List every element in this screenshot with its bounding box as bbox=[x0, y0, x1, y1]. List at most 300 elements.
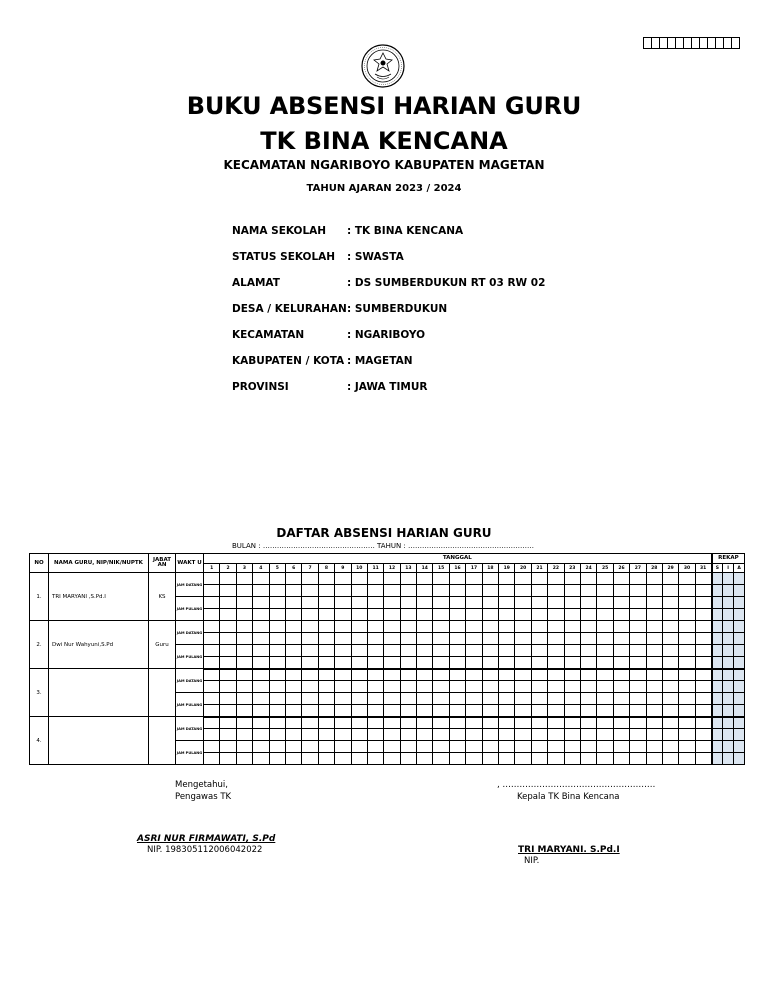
day-cell[interactable] bbox=[580, 609, 596, 621]
summary-cell[interactable] bbox=[712, 645, 723, 657]
day-cell[interactable] bbox=[351, 609, 367, 621]
day-cell[interactable] bbox=[384, 609, 400, 621]
day-cell[interactable] bbox=[236, 645, 252, 657]
summary-cell[interactable] bbox=[734, 657, 745, 669]
day-cell[interactable] bbox=[417, 753, 433, 765]
day-cell[interactable] bbox=[417, 621, 433, 633]
day-cell[interactable] bbox=[630, 669, 646, 681]
day-cell[interactable] bbox=[548, 597, 564, 609]
day-cell[interactable] bbox=[597, 669, 613, 681]
day-cell[interactable] bbox=[318, 585, 334, 597]
day-cell[interactable] bbox=[269, 597, 285, 609]
day-cell[interactable] bbox=[302, 573, 318, 585]
day-cell[interactable] bbox=[351, 729, 367, 741]
day-cell[interactable] bbox=[449, 753, 465, 765]
day-cell[interactable] bbox=[695, 645, 711, 657]
day-cell[interactable] bbox=[515, 597, 531, 609]
day-cell[interactable] bbox=[466, 693, 482, 705]
day-cell[interactable] bbox=[220, 681, 236, 693]
summary-cell[interactable] bbox=[723, 621, 734, 633]
day-cell[interactable] bbox=[236, 753, 252, 765]
day-cell[interactable] bbox=[482, 609, 498, 621]
day-cell[interactable] bbox=[646, 681, 662, 693]
day-cell[interactable] bbox=[318, 705, 334, 717]
day-cell[interactable] bbox=[597, 657, 613, 669]
day-cell[interactable] bbox=[580, 705, 596, 717]
day-cell[interactable] bbox=[367, 609, 383, 621]
day-cell[interactable] bbox=[384, 729, 400, 741]
day-cell[interactable] bbox=[302, 633, 318, 645]
day-cell[interactable] bbox=[466, 585, 482, 597]
day-cell[interactable] bbox=[417, 705, 433, 717]
day-cell[interactable] bbox=[335, 585, 351, 597]
day-cell[interactable] bbox=[580, 645, 596, 657]
day-cell[interactable] bbox=[384, 753, 400, 765]
day-cell[interactable] bbox=[367, 741, 383, 753]
day-cell[interactable] bbox=[384, 633, 400, 645]
day-cell[interactable] bbox=[515, 669, 531, 681]
day-cell[interactable] bbox=[269, 621, 285, 633]
day-cell[interactable] bbox=[531, 693, 547, 705]
day-cell[interactable] bbox=[613, 729, 629, 741]
day-cell[interactable] bbox=[220, 717, 236, 729]
day-cell[interactable] bbox=[679, 585, 695, 597]
day-cell[interactable] bbox=[253, 753, 269, 765]
day-cell[interactable] bbox=[695, 597, 711, 609]
day-cell[interactable] bbox=[220, 585, 236, 597]
day-cell[interactable] bbox=[630, 657, 646, 669]
day-cell[interactable] bbox=[449, 693, 465, 705]
day-cell[interactable] bbox=[285, 741, 301, 753]
day-cell[interactable] bbox=[580, 585, 596, 597]
day-cell[interactable] bbox=[695, 705, 711, 717]
day-cell[interactable] bbox=[318, 621, 334, 633]
day-cell[interactable] bbox=[367, 729, 383, 741]
day-cell[interactable] bbox=[662, 669, 678, 681]
day-cell[interactable] bbox=[253, 669, 269, 681]
day-cell[interactable] bbox=[515, 621, 531, 633]
day-cell[interactable] bbox=[646, 753, 662, 765]
day-cell[interactable] bbox=[679, 573, 695, 585]
day-cell[interactable] bbox=[482, 585, 498, 597]
day-cell[interactable] bbox=[449, 597, 465, 609]
day-cell[interactable] bbox=[253, 705, 269, 717]
day-cell[interactable] bbox=[367, 657, 383, 669]
day-cell[interactable] bbox=[236, 729, 252, 741]
day-cell[interactable] bbox=[613, 573, 629, 585]
day-cell[interactable] bbox=[433, 705, 449, 717]
summary-cell[interactable] bbox=[723, 633, 734, 645]
day-cell[interactable] bbox=[531, 741, 547, 753]
day-cell[interactable] bbox=[400, 669, 416, 681]
day-cell[interactable] bbox=[482, 741, 498, 753]
day-cell[interactable] bbox=[449, 585, 465, 597]
day-cell[interactable] bbox=[285, 609, 301, 621]
day-cell[interactable] bbox=[204, 681, 220, 693]
day-cell[interactable] bbox=[630, 729, 646, 741]
day-cell[interactable] bbox=[449, 645, 465, 657]
day-cell[interactable] bbox=[662, 609, 678, 621]
summary-cell[interactable] bbox=[734, 609, 745, 621]
day-cell[interactable] bbox=[384, 657, 400, 669]
day-cell[interactable] bbox=[564, 621, 580, 633]
day-cell[interactable] bbox=[482, 717, 498, 729]
day-cell[interactable] bbox=[400, 717, 416, 729]
day-cell[interactable] bbox=[531, 717, 547, 729]
day-cell[interactable] bbox=[679, 609, 695, 621]
day-cell[interactable] bbox=[564, 645, 580, 657]
day-cell[interactable] bbox=[482, 621, 498, 633]
day-cell[interactable] bbox=[318, 633, 334, 645]
day-cell[interactable] bbox=[236, 597, 252, 609]
day-cell[interactable] bbox=[531, 669, 547, 681]
day-cell[interactable] bbox=[433, 681, 449, 693]
day-cell[interactable] bbox=[417, 573, 433, 585]
day-cell[interactable] bbox=[400, 645, 416, 657]
day-cell[interactable] bbox=[236, 621, 252, 633]
day-cell[interactable] bbox=[580, 753, 596, 765]
day-cell[interactable] bbox=[367, 717, 383, 729]
day-cell[interactable] bbox=[482, 657, 498, 669]
day-cell[interactable] bbox=[204, 585, 220, 597]
day-cell[interactable] bbox=[564, 705, 580, 717]
day-cell[interactable] bbox=[597, 585, 613, 597]
day-cell[interactable] bbox=[367, 621, 383, 633]
day-cell[interactable] bbox=[449, 621, 465, 633]
day-cell[interactable] bbox=[318, 741, 334, 753]
day-cell[interactable] bbox=[253, 585, 269, 597]
day-cell[interactable] bbox=[630, 609, 646, 621]
day-cell[interactable] bbox=[515, 585, 531, 597]
day-cell[interactable] bbox=[269, 669, 285, 681]
day-cell[interactable] bbox=[417, 645, 433, 657]
day-cell[interactable] bbox=[302, 597, 318, 609]
summary-cell[interactable] bbox=[712, 717, 723, 729]
day-cell[interactable] bbox=[302, 585, 318, 597]
day-cell[interactable] bbox=[613, 717, 629, 729]
day-cell[interactable] bbox=[646, 621, 662, 633]
day-cell[interactable] bbox=[613, 681, 629, 693]
day-cell[interactable] bbox=[597, 609, 613, 621]
day-cell[interactable] bbox=[433, 753, 449, 765]
day-cell[interactable] bbox=[449, 609, 465, 621]
day-cell[interactable] bbox=[253, 645, 269, 657]
day-cell[interactable] bbox=[548, 705, 564, 717]
day-cell[interactable] bbox=[318, 753, 334, 765]
summary-cell[interactable] bbox=[734, 597, 745, 609]
day-cell[interactable] bbox=[695, 609, 711, 621]
day-cell[interactable] bbox=[548, 657, 564, 669]
day-cell[interactable] bbox=[204, 597, 220, 609]
day-cell[interactable] bbox=[548, 573, 564, 585]
day-cell[interactable] bbox=[285, 621, 301, 633]
day-cell[interactable] bbox=[335, 645, 351, 657]
day-cell[interactable] bbox=[695, 621, 711, 633]
day-cell[interactable] bbox=[531, 729, 547, 741]
day-cell[interactable] bbox=[695, 741, 711, 753]
day-cell[interactable] bbox=[417, 741, 433, 753]
day-cell[interactable] bbox=[204, 633, 220, 645]
day-cell[interactable] bbox=[433, 597, 449, 609]
day-cell[interactable] bbox=[285, 717, 301, 729]
summary-cell[interactable] bbox=[712, 573, 723, 585]
day-cell[interactable] bbox=[531, 633, 547, 645]
day-cell[interactable] bbox=[548, 585, 564, 597]
day-cell[interactable] bbox=[499, 633, 515, 645]
day-cell[interactable] bbox=[269, 741, 285, 753]
day-cell[interactable] bbox=[466, 669, 482, 681]
summary-cell[interactable] bbox=[734, 693, 745, 705]
day-cell[interactable] bbox=[433, 621, 449, 633]
day-cell[interactable] bbox=[236, 633, 252, 645]
day-cell[interactable] bbox=[351, 753, 367, 765]
day-cell[interactable] bbox=[220, 669, 236, 681]
day-cell[interactable] bbox=[646, 597, 662, 609]
day-cell[interactable] bbox=[580, 717, 596, 729]
day-cell[interactable] bbox=[613, 597, 629, 609]
day-cell[interactable] bbox=[564, 741, 580, 753]
day-cell[interactable] bbox=[417, 609, 433, 621]
day-cell[interactable] bbox=[515, 573, 531, 585]
day-cell[interactable] bbox=[433, 573, 449, 585]
day-cell[interactable] bbox=[679, 669, 695, 681]
summary-cell[interactable] bbox=[734, 669, 745, 681]
day-cell[interactable] bbox=[646, 609, 662, 621]
summary-cell[interactable] bbox=[734, 717, 745, 729]
day-cell[interactable] bbox=[499, 681, 515, 693]
day-cell[interactable] bbox=[285, 573, 301, 585]
day-cell[interactable] bbox=[302, 681, 318, 693]
day-cell[interactable] bbox=[433, 645, 449, 657]
day-cell[interactable] bbox=[646, 741, 662, 753]
day-cell[interactable] bbox=[499, 657, 515, 669]
day-cell[interactable] bbox=[580, 729, 596, 741]
day-cell[interactable] bbox=[646, 717, 662, 729]
day-cell[interactable] bbox=[695, 633, 711, 645]
summary-cell[interactable] bbox=[734, 705, 745, 717]
day-cell[interactable] bbox=[580, 681, 596, 693]
day-cell[interactable] bbox=[236, 717, 252, 729]
day-cell[interactable] bbox=[384, 681, 400, 693]
day-cell[interactable] bbox=[351, 693, 367, 705]
summary-cell[interactable] bbox=[734, 621, 745, 633]
day-cell[interactable] bbox=[318, 609, 334, 621]
day-cell[interactable] bbox=[351, 741, 367, 753]
day-cell[interactable] bbox=[335, 681, 351, 693]
day-cell[interactable] bbox=[466, 657, 482, 669]
summary-cell[interactable] bbox=[712, 657, 723, 669]
day-cell[interactable] bbox=[433, 693, 449, 705]
day-cell[interactable] bbox=[351, 585, 367, 597]
day-cell[interactable] bbox=[384, 717, 400, 729]
day-cell[interactable] bbox=[269, 633, 285, 645]
day-cell[interactable] bbox=[417, 729, 433, 741]
day-cell[interactable] bbox=[597, 717, 613, 729]
day-cell[interactable] bbox=[482, 645, 498, 657]
day-cell[interactable] bbox=[302, 621, 318, 633]
day-cell[interactable] bbox=[335, 633, 351, 645]
day-cell[interactable] bbox=[302, 693, 318, 705]
day-cell[interactable] bbox=[302, 657, 318, 669]
day-cell[interactable] bbox=[613, 645, 629, 657]
day-cell[interactable] bbox=[433, 741, 449, 753]
day-cell[interactable] bbox=[548, 717, 564, 729]
day-cell[interactable] bbox=[613, 633, 629, 645]
day-cell[interactable] bbox=[335, 717, 351, 729]
day-cell[interactable] bbox=[253, 609, 269, 621]
day-cell[interactable] bbox=[220, 645, 236, 657]
day-cell[interactable] bbox=[417, 669, 433, 681]
day-cell[interactable] bbox=[285, 729, 301, 741]
day-cell[interactable] bbox=[253, 621, 269, 633]
day-cell[interactable] bbox=[433, 729, 449, 741]
day-cell[interactable] bbox=[548, 741, 564, 753]
day-cell[interactable] bbox=[613, 753, 629, 765]
day-cell[interactable] bbox=[433, 657, 449, 669]
day-cell[interactable] bbox=[548, 633, 564, 645]
summary-cell[interactable] bbox=[723, 693, 734, 705]
day-cell[interactable] bbox=[662, 753, 678, 765]
day-cell[interactable] bbox=[400, 597, 416, 609]
day-cell[interactable] bbox=[335, 609, 351, 621]
day-cell[interactable] bbox=[597, 693, 613, 705]
summary-cell[interactable] bbox=[712, 681, 723, 693]
day-cell[interactable] bbox=[630, 705, 646, 717]
day-cell[interactable] bbox=[630, 753, 646, 765]
day-cell[interactable] bbox=[367, 597, 383, 609]
day-cell[interactable] bbox=[662, 657, 678, 669]
day-cell[interactable] bbox=[384, 645, 400, 657]
day-cell[interactable] bbox=[548, 669, 564, 681]
day-cell[interactable] bbox=[466, 573, 482, 585]
day-cell[interactable] bbox=[449, 633, 465, 645]
day-cell[interactable] bbox=[384, 573, 400, 585]
day-cell[interactable] bbox=[318, 669, 334, 681]
day-cell[interactable] bbox=[285, 681, 301, 693]
summary-cell[interactable] bbox=[712, 753, 723, 765]
day-cell[interactable] bbox=[499, 729, 515, 741]
day-cell[interactable] bbox=[695, 585, 711, 597]
day-cell[interactable] bbox=[285, 693, 301, 705]
day-cell[interactable] bbox=[630, 633, 646, 645]
day-cell[interactable] bbox=[449, 573, 465, 585]
day-cell[interactable] bbox=[695, 573, 711, 585]
day-cell[interactable] bbox=[204, 645, 220, 657]
day-cell[interactable] bbox=[236, 693, 252, 705]
day-cell[interactable] bbox=[548, 693, 564, 705]
day-cell[interactable] bbox=[580, 633, 596, 645]
day-cell[interactable] bbox=[662, 645, 678, 657]
day-cell[interactable] bbox=[318, 645, 334, 657]
day-cell[interactable] bbox=[433, 717, 449, 729]
day-cell[interactable] bbox=[466, 681, 482, 693]
day-cell[interactable] bbox=[318, 681, 334, 693]
day-cell[interactable] bbox=[515, 741, 531, 753]
day-cell[interactable] bbox=[499, 705, 515, 717]
day-cell[interactable] bbox=[253, 717, 269, 729]
day-cell[interactable] bbox=[531, 681, 547, 693]
day-cell[interactable] bbox=[204, 741, 220, 753]
day-cell[interactable] bbox=[613, 585, 629, 597]
summary-cell[interactable] bbox=[723, 657, 734, 669]
day-cell[interactable] bbox=[302, 705, 318, 717]
day-cell[interactable] bbox=[269, 717, 285, 729]
day-cell[interactable] bbox=[400, 753, 416, 765]
day-cell[interactable] bbox=[367, 705, 383, 717]
day-cell[interactable] bbox=[335, 693, 351, 705]
day-cell[interactable] bbox=[679, 657, 695, 669]
day-cell[interactable] bbox=[613, 693, 629, 705]
day-cell[interactable] bbox=[417, 681, 433, 693]
day-cell[interactable] bbox=[285, 585, 301, 597]
day-cell[interactable] bbox=[548, 681, 564, 693]
day-cell[interactable] bbox=[580, 597, 596, 609]
day-cell[interactable] bbox=[482, 633, 498, 645]
day-cell[interactable] bbox=[285, 597, 301, 609]
summary-cell[interactable] bbox=[723, 705, 734, 717]
day-cell[interactable] bbox=[384, 705, 400, 717]
day-cell[interactable] bbox=[204, 717, 220, 729]
day-cell[interactable] bbox=[597, 645, 613, 657]
day-cell[interactable] bbox=[335, 741, 351, 753]
day-cell[interactable] bbox=[204, 573, 220, 585]
day-cell[interactable] bbox=[466, 633, 482, 645]
day-cell[interactable] bbox=[335, 753, 351, 765]
day-cell[interactable] bbox=[482, 705, 498, 717]
summary-cell[interactable] bbox=[723, 741, 734, 753]
day-cell[interactable] bbox=[679, 645, 695, 657]
day-cell[interactable] bbox=[253, 729, 269, 741]
summary-cell[interactable] bbox=[723, 717, 734, 729]
day-cell[interactable] bbox=[384, 669, 400, 681]
day-cell[interactable] bbox=[531, 645, 547, 657]
day-cell[interactable] bbox=[597, 729, 613, 741]
day-cell[interactable] bbox=[613, 609, 629, 621]
day-cell[interactable] bbox=[679, 705, 695, 717]
day-cell[interactable] bbox=[662, 741, 678, 753]
day-cell[interactable] bbox=[285, 657, 301, 669]
day-cell[interactable] bbox=[417, 657, 433, 669]
day-cell[interactable] bbox=[695, 693, 711, 705]
day-cell[interactable] bbox=[515, 657, 531, 669]
day-cell[interactable] bbox=[597, 681, 613, 693]
day-cell[interactable] bbox=[253, 693, 269, 705]
day-cell[interactable] bbox=[269, 681, 285, 693]
day-cell[interactable] bbox=[613, 657, 629, 669]
summary-cell[interactable] bbox=[712, 633, 723, 645]
day-cell[interactable] bbox=[597, 705, 613, 717]
day-cell[interactable] bbox=[302, 741, 318, 753]
day-cell[interactable] bbox=[531, 597, 547, 609]
day-cell[interactable] bbox=[269, 573, 285, 585]
summary-cell[interactable] bbox=[734, 585, 745, 597]
day-cell[interactable] bbox=[646, 645, 662, 657]
day-cell[interactable] bbox=[236, 741, 252, 753]
day-cell[interactable] bbox=[351, 717, 367, 729]
day-cell[interactable] bbox=[679, 717, 695, 729]
day-cell[interactable] bbox=[367, 669, 383, 681]
day-cell[interactable] bbox=[351, 645, 367, 657]
day-cell[interactable] bbox=[580, 621, 596, 633]
day-cell[interactable] bbox=[564, 597, 580, 609]
day-cell[interactable] bbox=[499, 717, 515, 729]
day-cell[interactable] bbox=[466, 645, 482, 657]
day-cell[interactable] bbox=[351, 681, 367, 693]
day-cell[interactable] bbox=[466, 741, 482, 753]
day-cell[interactable] bbox=[302, 717, 318, 729]
summary-cell[interactable] bbox=[712, 597, 723, 609]
day-cell[interactable] bbox=[531, 609, 547, 621]
